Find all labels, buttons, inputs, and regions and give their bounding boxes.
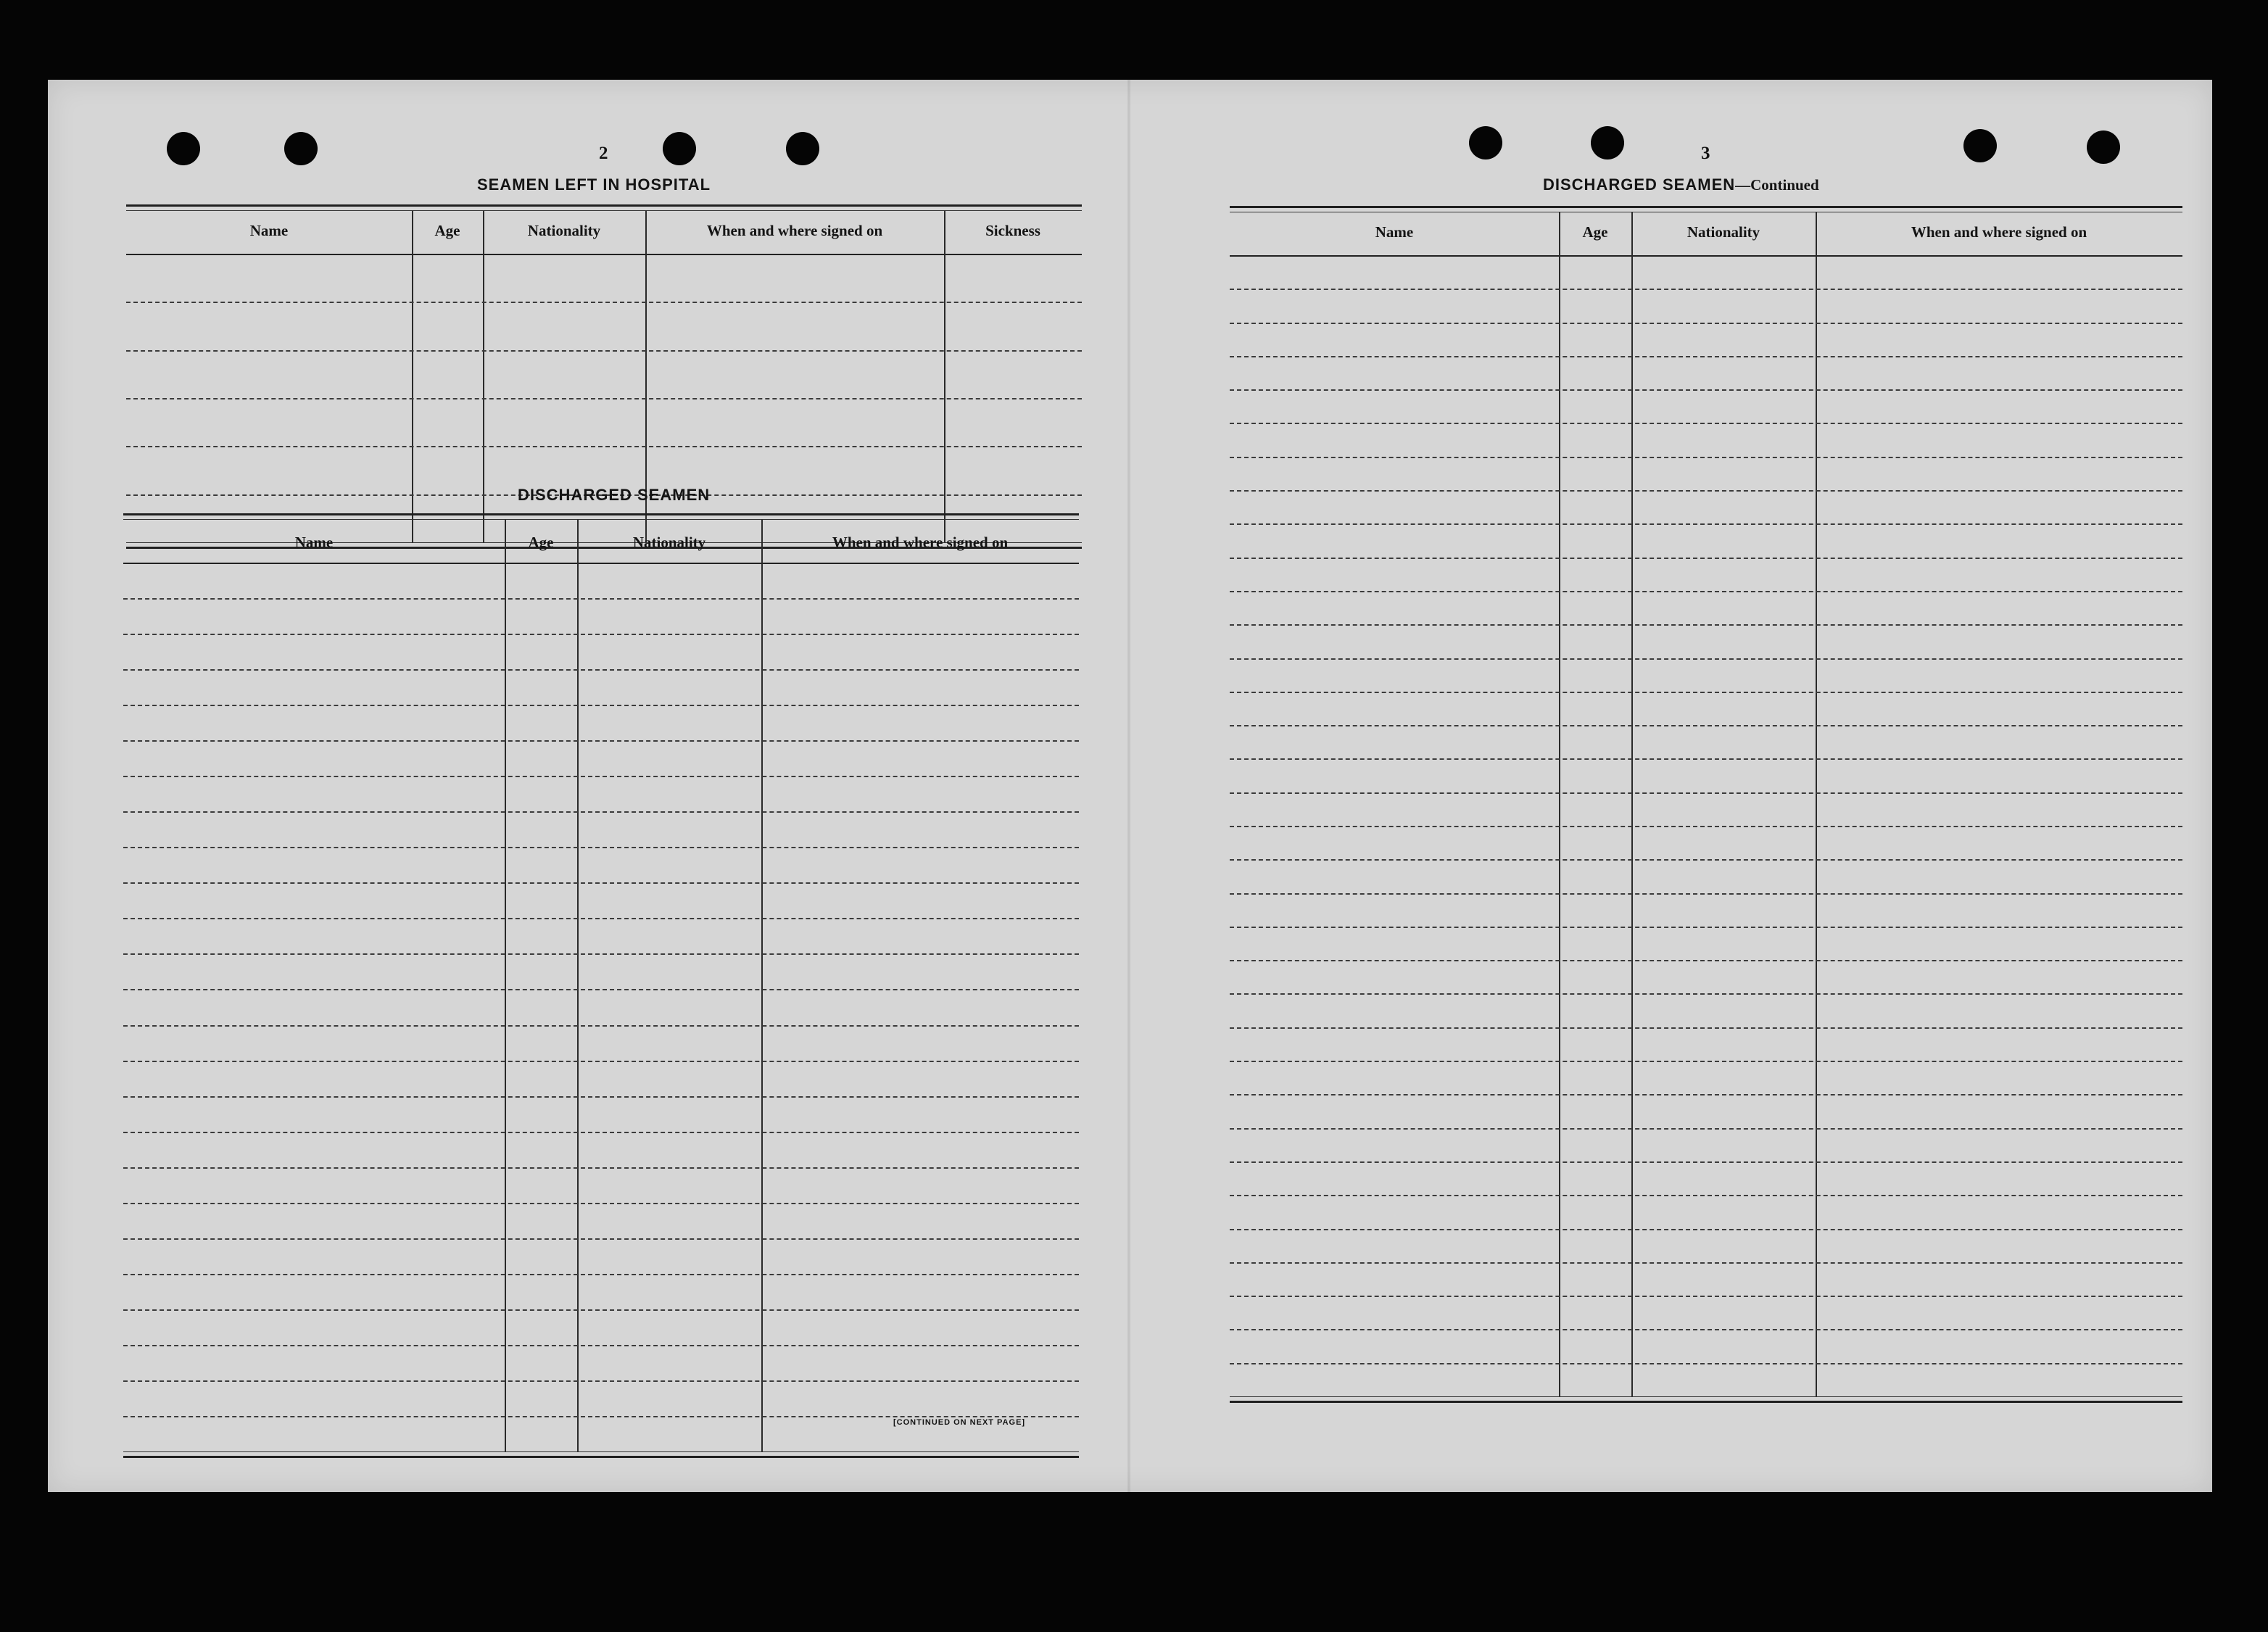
table-top-rule (126, 204, 1082, 207)
entry-row-line (126, 446, 1082, 447)
column-divider (505, 519, 506, 1451)
entry-row-line (126, 398, 1082, 399)
column-header-signed-on: When and where signed on (706, 222, 883, 239)
center-fold (1127, 80, 1131, 1492)
table-top-rule (126, 210, 1082, 211)
entry-row-line (123, 1203, 1079, 1204)
table-top-rule (123, 519, 1079, 520)
entry-row-line (1230, 1061, 2182, 1062)
discharged-continued-title (1543, 175, 1819, 194)
column-divider (577, 519, 579, 1451)
column-header-age: Age (1582, 223, 1608, 241)
entry-row-line (123, 1416, 1079, 1417)
entry-row-line (123, 1238, 1079, 1240)
entry-row-line (1230, 289, 2182, 290)
column-header-name: Name (249, 222, 289, 239)
entry-row-line (123, 669, 1079, 671)
column-header-name: Name (1375, 223, 1414, 241)
section-title-text: DISCHARGED SEAMEN (1543, 175, 1736, 194)
column-header-name: Name (294, 534, 334, 551)
entry-row-line (1230, 323, 2182, 324)
entry-row-line (1230, 1262, 2182, 1264)
entry-row-line (123, 598, 1079, 600)
entry-row-line (123, 1380, 1079, 1382)
discharged-table (123, 513, 1079, 1460)
punch-hole (1963, 129, 1997, 162)
entry-row-line (123, 1167, 1079, 1169)
entry-row-line (1230, 658, 2182, 660)
hospital-section-title: SEAMEN LEFT IN HOSPITAL (477, 175, 711, 194)
entry-row-line (126, 350, 1082, 352)
entry-row-line (1230, 758, 2182, 760)
entry-row-line (1230, 893, 2182, 895)
column-header-age: Age (528, 534, 554, 551)
header-underline (1230, 255, 2182, 257)
table-top-rule (1230, 206, 2182, 208)
entry-row-line (123, 1274, 1079, 1275)
section-title-suffix: —Continued (1735, 176, 1819, 194)
punch-hole (2087, 131, 2120, 164)
punch-hole (167, 132, 200, 165)
table-top-rule (123, 513, 1079, 515)
entry-row-line (1230, 1161, 2182, 1163)
entry-row-line (123, 811, 1079, 813)
column-divider (944, 210, 945, 542)
punch-hole (1469, 126, 1502, 160)
table-bottom-rule (123, 1456, 1079, 1458)
column-divider (483, 210, 484, 542)
entry-row-line (123, 705, 1079, 706)
entry-row-line (123, 1309, 1079, 1311)
entry-row-line (1230, 692, 2182, 693)
entry-row-line (1230, 423, 2182, 424)
entry-row-line (1230, 1195, 2182, 1196)
entry-row-line (1230, 356, 2182, 357)
entry-row-line (1230, 960, 2182, 961)
column-header-signed-on: When and where signed on (1911, 223, 2087, 241)
entry-row-line (123, 1132, 1079, 1133)
header-underline (123, 563, 1079, 564)
entry-row-line (1230, 624, 2182, 626)
entry-row-line (123, 1345, 1079, 1346)
entry-row-line (1230, 826, 2182, 827)
entry-row-line (123, 1061, 1079, 1062)
entry-row-line (1230, 591, 2182, 592)
entry-row-line (1230, 1229, 2182, 1230)
punch-hole (786, 132, 819, 165)
column-header-nationality: Nationality (632, 534, 706, 551)
entry-row-line (123, 740, 1079, 742)
entry-row-line (1230, 1296, 2182, 1297)
continued-note: [CONTINUED ON NEXT PAGE] (893, 1418, 1026, 1427)
ledger-sheet (48, 80, 2212, 1492)
entry-row-line (123, 1025, 1079, 1027)
column-header-nationality: Nationality (527, 222, 601, 239)
entry-row-line (126, 302, 1082, 303)
entry-row-line (123, 634, 1079, 635)
entry-row-line (1230, 927, 2182, 928)
column-header-age: Age (434, 222, 460, 239)
punch-hole (1591, 126, 1624, 160)
page-number-left: 2 (599, 144, 608, 163)
entry-row-line (1230, 1363, 2182, 1364)
table-bottom-rule (123, 1451, 1079, 1452)
column-divider (761, 519, 763, 1451)
column-header-signed-on: When and where signed on (832, 534, 1009, 551)
entry-row-line (1230, 1128, 2182, 1130)
entry-row-line (123, 776, 1079, 777)
entry-row-line (123, 847, 1079, 848)
entry-row-line (1230, 389, 2182, 391)
table-bottom-rule (1230, 1401, 2182, 1403)
discharged-section-title: DISCHARGED SEAMEN (518, 486, 711, 504)
header-underline (126, 254, 1082, 255)
entry-row-line (1230, 993, 2182, 995)
column-header-nationality: Nationality (1686, 223, 1760, 241)
entry-row-line (1230, 558, 2182, 559)
entry-row-line (123, 882, 1079, 884)
table-bottom-rule (1230, 1396, 2182, 1397)
punch-hole (284, 132, 318, 165)
discharged-continued-table (1230, 206, 2182, 1405)
entry-row-line (1230, 523, 2182, 525)
column-header-sickness: Sickness (985, 222, 1040, 239)
entry-row-line (1230, 1329, 2182, 1330)
entry-row-line (1230, 490, 2182, 492)
page-number-right: 3 (1701, 144, 1710, 163)
entry-row-line (1230, 792, 2182, 794)
entry-row-line (1230, 859, 2182, 861)
entry-row-line (123, 1096, 1079, 1098)
entry-row-line (1230, 457, 2182, 458)
column-divider (412, 210, 413, 542)
entry-row-line (1230, 1094, 2182, 1095)
punch-hole (663, 132, 696, 165)
entry-row-line (1230, 1027, 2182, 1029)
entry-row-line (1230, 725, 2182, 726)
entry-row-line (123, 918, 1079, 919)
entry-row-line (123, 989, 1079, 990)
entry-row-line (123, 953, 1079, 955)
